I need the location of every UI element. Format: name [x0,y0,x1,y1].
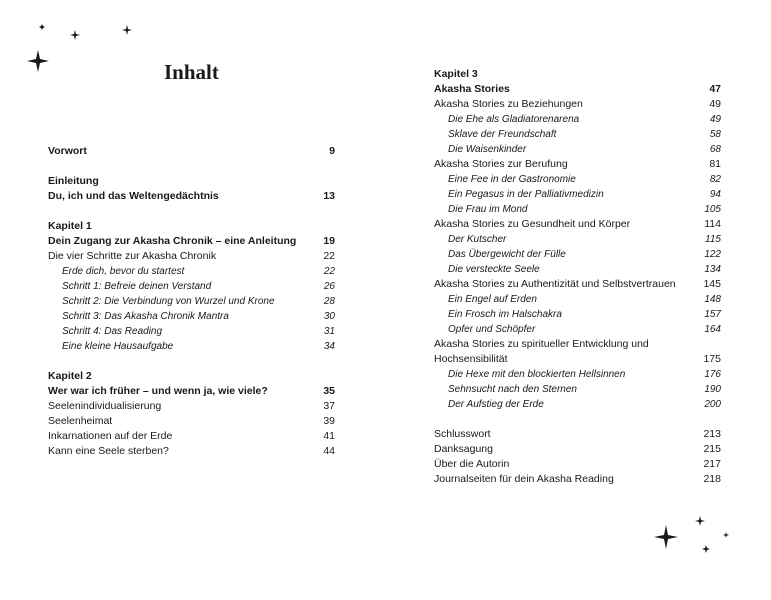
toc-entry-page: 31 [323,326,335,337]
toc-entry-title: Kapitel 2 [48,370,92,382]
toc-entry[interactable] [434,307,721,322]
toc-entry[interactable] [434,232,721,247]
toc-entry[interactable] [434,292,721,307]
toc-entry-title: Der Aufstieg der Erde [448,399,544,410]
toc-entry[interactable] [434,247,721,262]
toc-entry-title: Akasha Stories [434,83,510,95]
toc-entry-title: Vorwort [48,145,87,157]
toc-entry[interactable] [434,322,721,337]
toc-entry-title: Der Kutscher [448,234,507,245]
toc-entry[interactable] [434,442,721,457]
toc-entry-title: Eine kleine Hausaufgabe [62,341,174,352]
toc-entry[interactable] [48,339,335,354]
toc-entry-title: Sklave der Freundschaft [448,129,557,140]
toc-entry-title: Die vier Schritte zur Akasha Chronik [48,250,217,262]
toc-entry-page: 200 [704,399,721,410]
toc-entry[interactable] [434,112,721,127]
toc-entry[interactable] [48,219,335,234]
toc-entry-title: Journalseiten für dein Akasha Reading [434,473,614,485]
toc-entry[interactable] [48,189,335,204]
toc-entry-title: Seelenindividualisierung [48,400,162,412]
toc-entry[interactable] [434,82,721,97]
toc-column-right [434,67,721,502]
toc-entry[interactable] [434,97,721,112]
toc-entry-page: 37 [323,400,335,412]
toc-entry[interactable] [434,127,721,142]
toc-entry-page: 35 [323,385,335,397]
toc-entry-page: 41 [323,430,335,442]
toc-entry[interactable] [48,294,335,309]
toc-entry-title: Schritt 3: Das Akasha Chronik Mantra [62,311,229,322]
toc-entry-page: 49 [709,98,721,110]
toc-entry[interactable] [434,427,721,442]
toc-entry-title: Akasha Stories zu Beziehungen [434,98,583,110]
toc-entry[interactable] [48,144,335,159]
toc-entry-title: Die Frau im Mond [448,204,528,215]
toc-entry-page: 9 [329,145,335,157]
toc-entry-page: 34 [323,341,335,352]
toc-entry-page: 115 [705,234,721,245]
toc-entry-title: Die versteckte Seele [448,264,540,275]
toc-entry[interactable] [434,142,721,157]
toc-entry-title: Kapitel 3 [434,68,478,80]
toc-entry-title: Danksagung [434,443,493,455]
toc-entry[interactable] [434,157,721,172]
toc-entry-page: 134 [704,264,721,275]
toc-entry[interactable] [48,414,335,429]
toc-entry-page: 81 [709,158,721,170]
toc-entry-title: Akasha Stories zu Gesundheit und Körper [434,218,631,230]
sparkle-stars-icon [22,20,142,82]
sparkle-stars-icon [648,512,738,562]
toc-entry-page: 176 [704,369,721,380]
toc-entry[interactable] [434,382,721,397]
toc-entry-page: 39 [323,415,335,427]
toc-entry-title: Akasha Stories zu Authentizität und Selbstvertrauen [434,278,676,290]
toc-entry-page: 164 [704,324,721,335]
toc-entry-title: Ein Engel auf Erden [448,294,537,305]
toc-entry[interactable] [434,172,721,187]
toc-entry-page: 28 [323,296,335,307]
toc-entry-page: 218 [703,473,721,485]
toc-entry-title: Einleitung [48,175,99,187]
toc-entry[interactable] [48,324,335,339]
toc-entry-title: Über die Autorin [434,458,510,470]
toc-column-left [48,144,335,474]
toc-entry-title: Dein Zugang zur Akasha Chronik – eine Anleitung [48,235,297,247]
toc-entry[interactable] [434,187,721,202]
toc-group [48,174,335,204]
toc-entry[interactable] [48,174,335,189]
toc-entry-page: 44 [323,445,335,457]
toc-entry-title: Ein Pegasus in der Palliativmedizin [448,189,604,200]
toc-entry-title: Akasha Stories zu spiritueller Entwicklung und Hochsensibilität [434,338,649,365]
toc-entry-page: 30 [323,311,335,322]
toc-entry[interactable] [48,369,335,384]
toc-entry-page: 190 [704,384,721,395]
toc-entry-title: Schritt 1: Befreie deinen Verstand [62,281,212,292]
toc-entry-title: Schritt 2: Die Verbindung von Wurzel und Krone [62,296,275,307]
toc-entry-page: 215 [703,443,721,455]
toc-entry-page: 82 [709,174,721,185]
toc-entry[interactable] [434,202,721,217]
toc-entry[interactable] [434,457,721,472]
toc-entry[interactable] [48,279,335,294]
toc-entry-page: 19 [323,235,335,247]
toc-entry-title: Akasha Stories zur Berufung [434,158,568,170]
toc-group [48,369,335,459]
toc-entry-title: Wer war ich früher – und wenn ja, wie viele? [48,385,268,397]
toc-entry-page: 217 [703,458,721,470]
toc-group [48,144,335,159]
toc-entry-page: 105 [704,204,721,215]
toc-entry-page: 157 [704,309,721,320]
toc-entry-title: Die Ehe als Gladiatorenarena [448,114,580,125]
toc-entry-page: 22 [323,266,335,277]
toc-entry[interactable] [48,264,335,279]
toc-entry-title: Inkarnationen auf der Erde [48,430,173,442]
toc-entry[interactable] [434,262,721,277]
toc-group [434,67,721,412]
toc-entry[interactable] [48,249,335,264]
toc-entry[interactable] [48,429,335,444]
toc-entry-page: 148 [704,294,721,305]
toc-entry-title: Die Hexe mit den blockierten Hellsinnen [448,369,626,380]
toc-entry-page: 122 [704,249,721,260]
toc-entry[interactable] [48,444,335,459]
toc-entry[interactable] [48,384,335,399]
toc-entry-page: 213 [703,428,721,440]
toc-entry-title: Du, ich und das Weltengedächtnis [48,190,219,202]
toc-entry[interactable] [434,367,721,382]
toc-entry[interactable] [48,309,335,324]
toc-entry-page: 94 [709,189,721,200]
toc-entry[interactable] [434,277,721,292]
toc-entry-page: 49 [709,114,721,125]
toc-group [434,427,721,487]
toc-entry-title: Seelenheimat [48,415,113,427]
toc-entry-title: Schlusswort [434,428,491,440]
toc-entry-page: 114 [704,218,721,230]
toc-entry-page: 22 [323,250,335,262]
toc-entry-title: Das Übergewicht der Fülle [448,249,566,260]
toc-entry[interactable] [434,397,721,412]
toc-entry[interactable] [434,472,721,487]
toc-entry-page: 47 [709,83,721,95]
toc-entry-title: Sehnsucht nach den Sternen [448,384,577,395]
toc-entry-title: Eine Fee in der Gastronomie [448,174,576,185]
toc-entry-title: Schritt 4: Das Reading [62,326,163,337]
toc-entry-page: 58 [709,129,721,140]
toc-entry[interactable] [434,337,721,367]
toc-entry[interactable] [48,234,335,249]
toc-entry-title: Kann eine Seele sterben? [48,445,169,457]
toc-entry-page: 13 [323,190,335,202]
toc-entry-page: 145 [703,278,721,290]
toc-entry-page: 175 [703,353,721,365]
toc-entry[interactable] [434,67,721,82]
toc-entry-title: Ein Frosch im Halschakra [448,309,562,320]
toc-entry-title: Opfer und Schöpfer [448,324,536,335]
toc-entry[interactable] [48,399,335,414]
toc-entry-title: Erde dich, bevor du startest [62,266,185,277]
toc-entry-title: Die Waisenkinder [448,144,527,155]
toc-entry-title: Kapitel 1 [48,220,92,232]
page-title: Inhalt [164,60,219,84]
toc-entry-page: 68 [709,144,721,155]
toc-entry[interactable] [434,217,721,232]
toc-group [48,219,335,354]
toc-entry-page: 26 [323,281,335,292]
